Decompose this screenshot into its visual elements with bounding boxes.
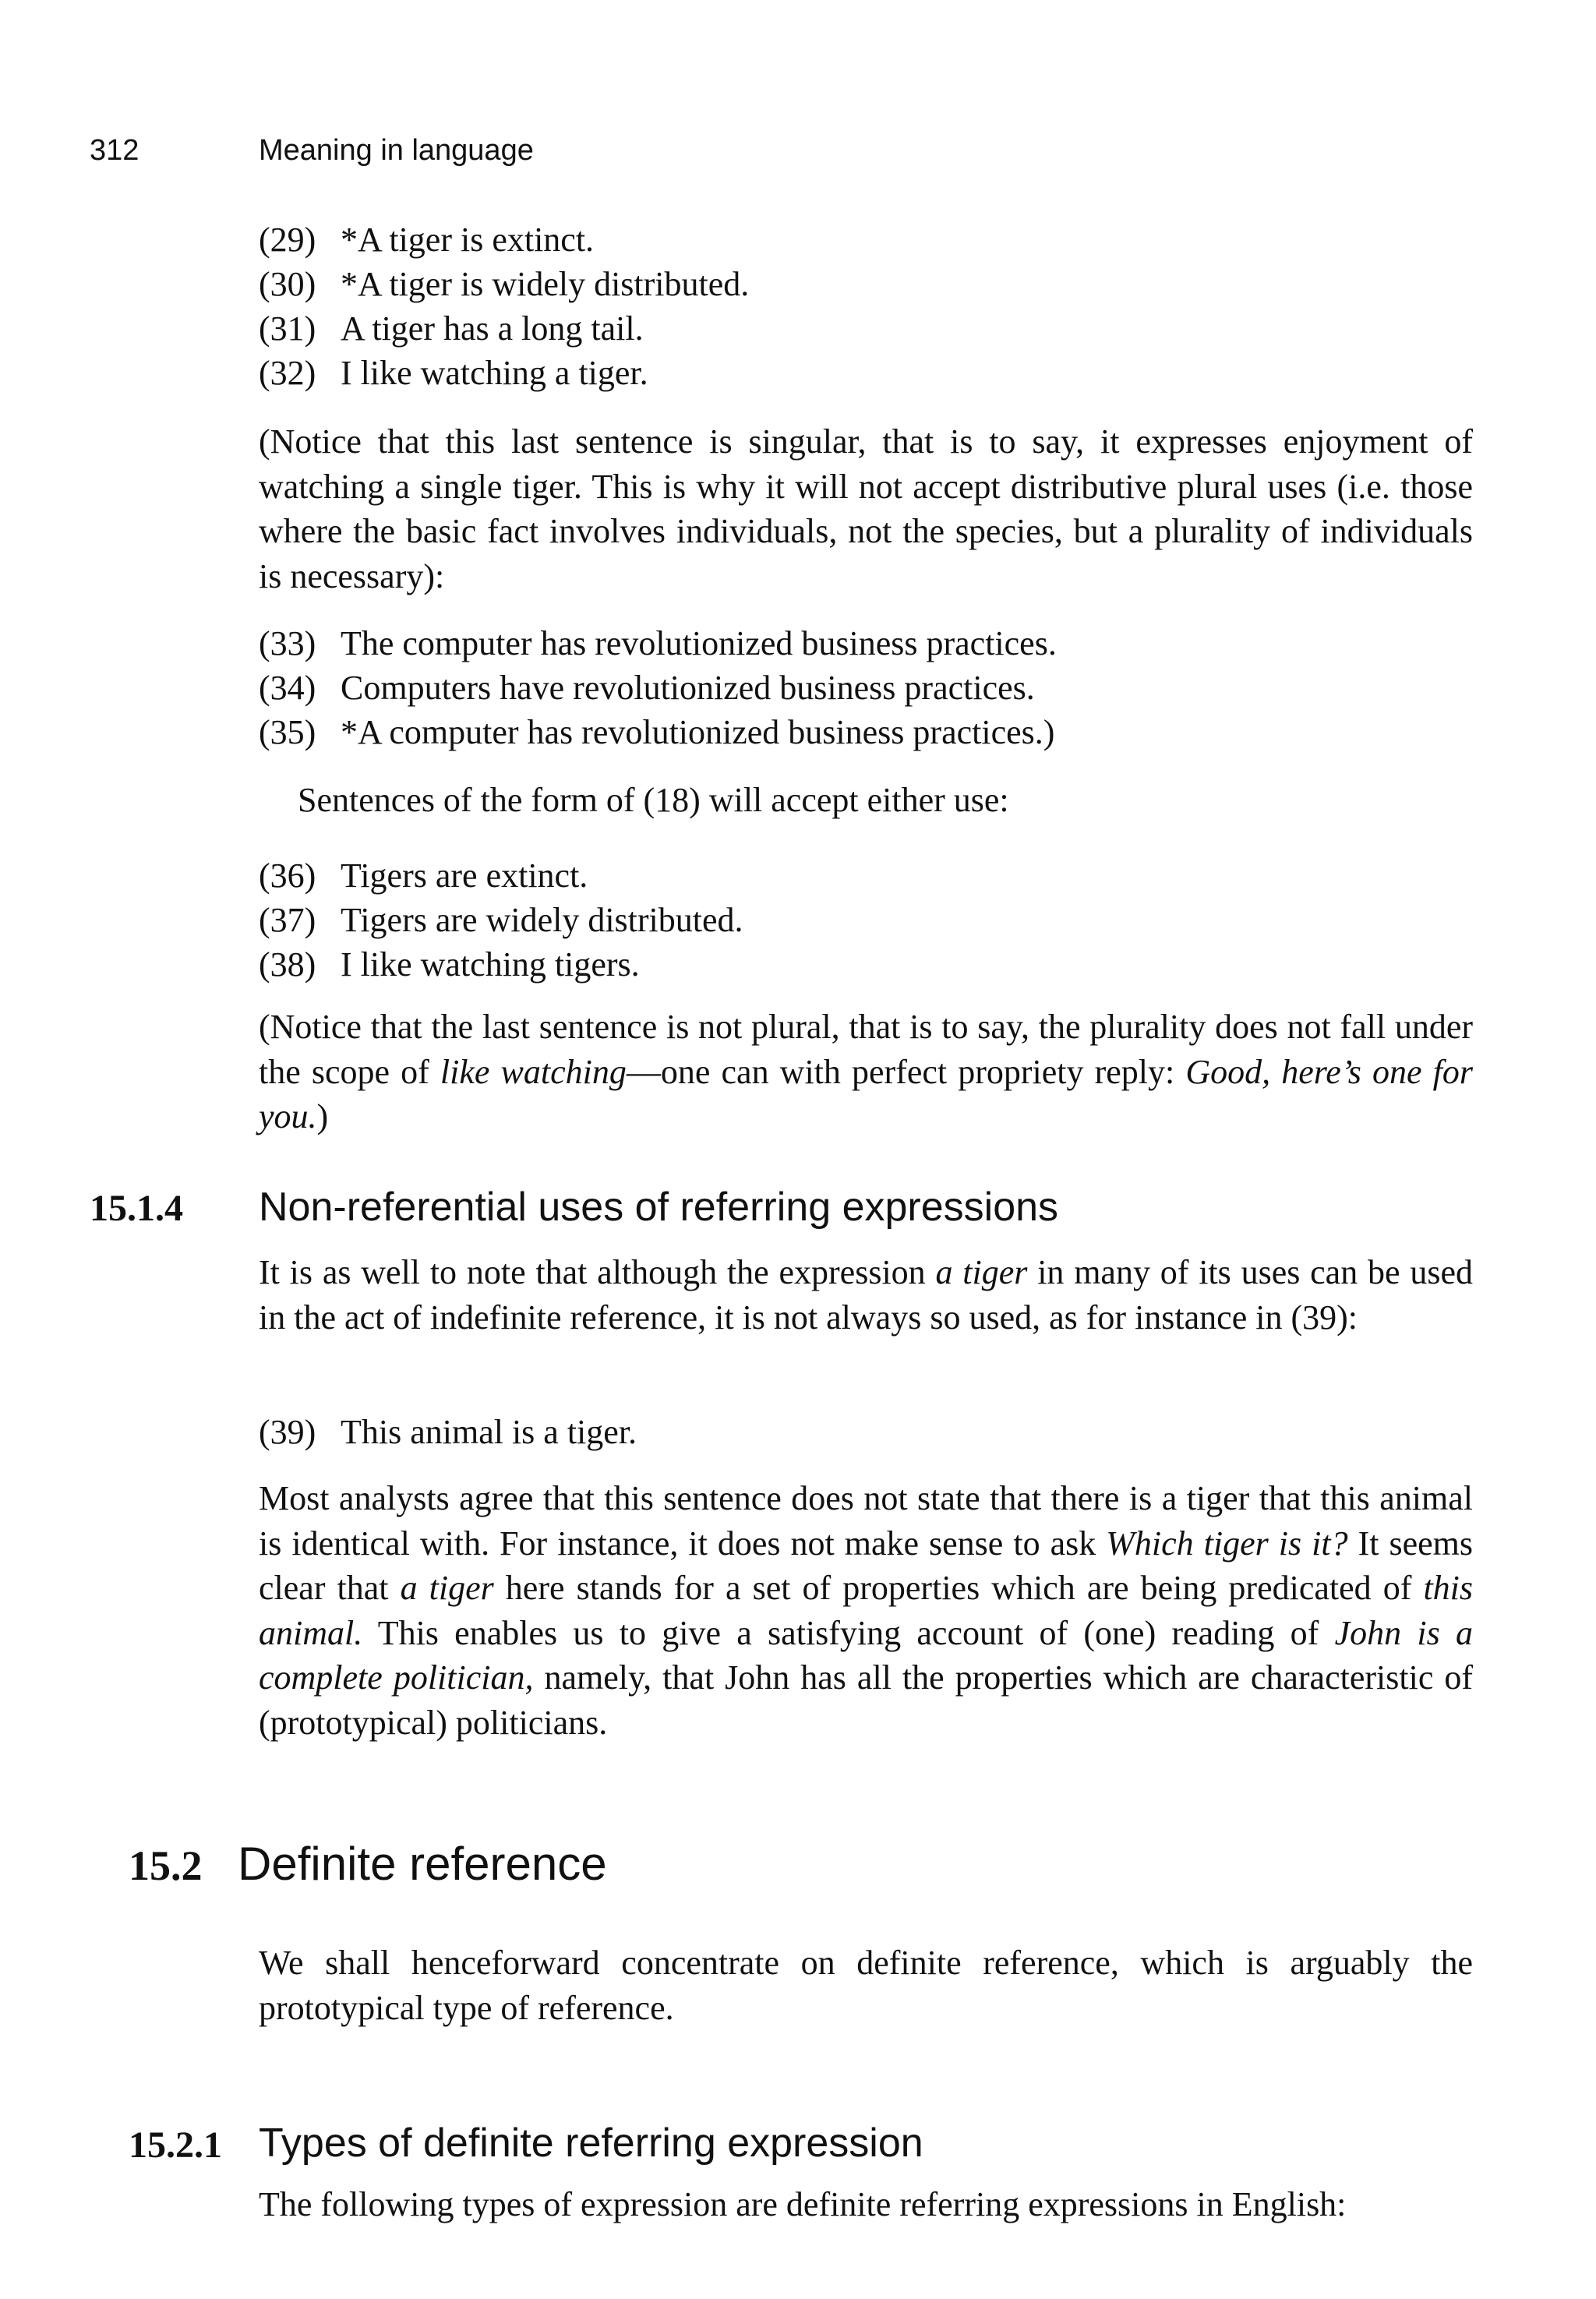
example-number: (30) bbox=[259, 265, 316, 303]
example-text: Tigers are widely distributed. bbox=[341, 901, 743, 939]
page-number: 312 bbox=[90, 134, 139, 167]
example-30 bbox=[259, 262, 1473, 306]
example-number: (37) bbox=[259, 901, 316, 939]
example-list-b bbox=[259, 621, 1473, 754]
example-number: (39) bbox=[259, 1413, 316, 1451]
section-number: 15.1.4 bbox=[90, 1188, 183, 1229]
text-run: here stands for a set of properties which are being predicated of bbox=[493, 1569, 1424, 1607]
example-38 bbox=[259, 942, 1473, 987]
example-text: This animal is a tiger. bbox=[341, 1413, 637, 1451]
example-text: *A computer has revolutionized business practices.) bbox=[341, 713, 1055, 751]
example-32 bbox=[259, 351, 1473, 395]
example-29 bbox=[259, 217, 1473, 262]
example-text: Computers have revolutionized business practices. bbox=[341, 669, 1035, 707]
italic-run: like watching bbox=[440, 1052, 627, 1091]
text-run: (Notice that the last sentence is not plural, that is to say, the plurality does not fall under the scope of bbox=[259, 1008, 1473, 1091]
example-text: *A tiger is extinct. bbox=[341, 221, 595, 259]
example-31 bbox=[259, 306, 1473, 351]
example-33 bbox=[259, 621, 1473, 666]
text-run: It is as well to note that although the expression bbox=[259, 1253, 936, 1291]
example-text: Tigers are extinct. bbox=[341, 856, 588, 895]
example-text: I like watching a tiger. bbox=[341, 354, 648, 392]
example-number: (38) bbox=[259, 945, 316, 984]
example-text: A tiger has a long tail. bbox=[341, 309, 644, 348]
example-number: (36) bbox=[259, 856, 316, 895]
paragraph-notice-singular: (Notice that this last sentence is singular, that is to say, it expresses enjoyment of watching a single tiger. This is why it will not accept distributive plural uses (i.e. those where the basic fact involves individuals, not the species, but a plurality of individuals is necessary): bbox=[259, 422, 1473, 595]
example-text: I like watching tigers. bbox=[341, 945, 640, 984]
example-39 bbox=[259, 1410, 1473, 1454]
paragraph-analysts bbox=[259, 1476, 1473, 1745]
text-run: —one can with perfect propriety reply: bbox=[626, 1052, 1186, 1091]
text-run: It seems clear that bbox=[259, 1524, 1474, 1607]
example-35 bbox=[259, 710, 1473, 754]
paragraph-definite-reference: We shall henceforward concentrate on definite reference, which is arguably the prototypical type of reference. bbox=[259, 1944, 1473, 2027]
example-34 bbox=[259, 666, 1473, 710]
section-number: 15.2.1 bbox=[129, 2124, 222, 2166]
text-run: in many of its uses can be used in the act of indefinite reference, it is not always so used, as for instance in (39): bbox=[259, 1253, 1473, 1337]
text-run: Most analysts agree that this sentence does not state that there is a tiger that this animal is identical with. For instance, it does not make sense to ask bbox=[259, 1479, 1473, 1563]
example-number: (31) bbox=[259, 309, 316, 348]
paragraph-notice-plural bbox=[259, 1005, 1473, 1139]
running-title: Meaning in language bbox=[259, 134, 534, 167]
example-text: *A tiger is widely distributed. bbox=[341, 265, 750, 303]
paragraph-indefinite-reference bbox=[259, 1250, 1473, 1340]
italic-run: John is a complete politician, bbox=[259, 1613, 1473, 1697]
example-39-block bbox=[259, 1410, 1473, 1454]
text-run: ) bbox=[316, 1097, 329, 1135]
example-36 bbox=[259, 853, 1473, 898]
example-37 bbox=[259, 898, 1473, 942]
example-number: (33) bbox=[259, 624, 316, 662]
section-heading: Non-referential uses of referring expressions bbox=[259, 1185, 1059, 1230]
example-list-c bbox=[259, 853, 1473, 987]
section-heading: Definite reference bbox=[238, 1838, 607, 1890]
example-list-a bbox=[259, 217, 1473, 395]
text-run: This enables us to give a satisfying account of (one) reading of bbox=[362, 1613, 1335, 1652]
section-heading: Types of definite referring expression bbox=[259, 2121, 923, 2166]
example-number: (35) bbox=[259, 713, 316, 751]
italic-run: a tiger bbox=[935, 1253, 1028, 1291]
text-run: namely, that John has all the properties which are characteristic of (prototypical) politicians. bbox=[259, 1658, 1474, 1742]
paragraph-either-use: Sentences of the form of (18) will accept either use: bbox=[298, 781, 1009, 819]
italic-run: Good, here’s one for you. bbox=[259, 1052, 1474, 1135]
section-number: 15.2 bbox=[129, 1842, 203, 1889]
italic-run: this animal. bbox=[259, 1569, 1474, 1652]
italic-run: a tiger bbox=[400, 1569, 494, 1607]
paragraph-types-list-intro: The following types of expression are definite referring expressions in English: bbox=[259, 2185, 1347, 2223]
example-text: The computer has revolutionized business practices. bbox=[341, 624, 1057, 662]
example-number: (29) bbox=[259, 221, 316, 259]
italic-run: Which tiger is it? bbox=[1106, 1524, 1348, 1563]
example-number: (34) bbox=[259, 669, 316, 707]
example-number: (32) bbox=[259, 354, 316, 392]
